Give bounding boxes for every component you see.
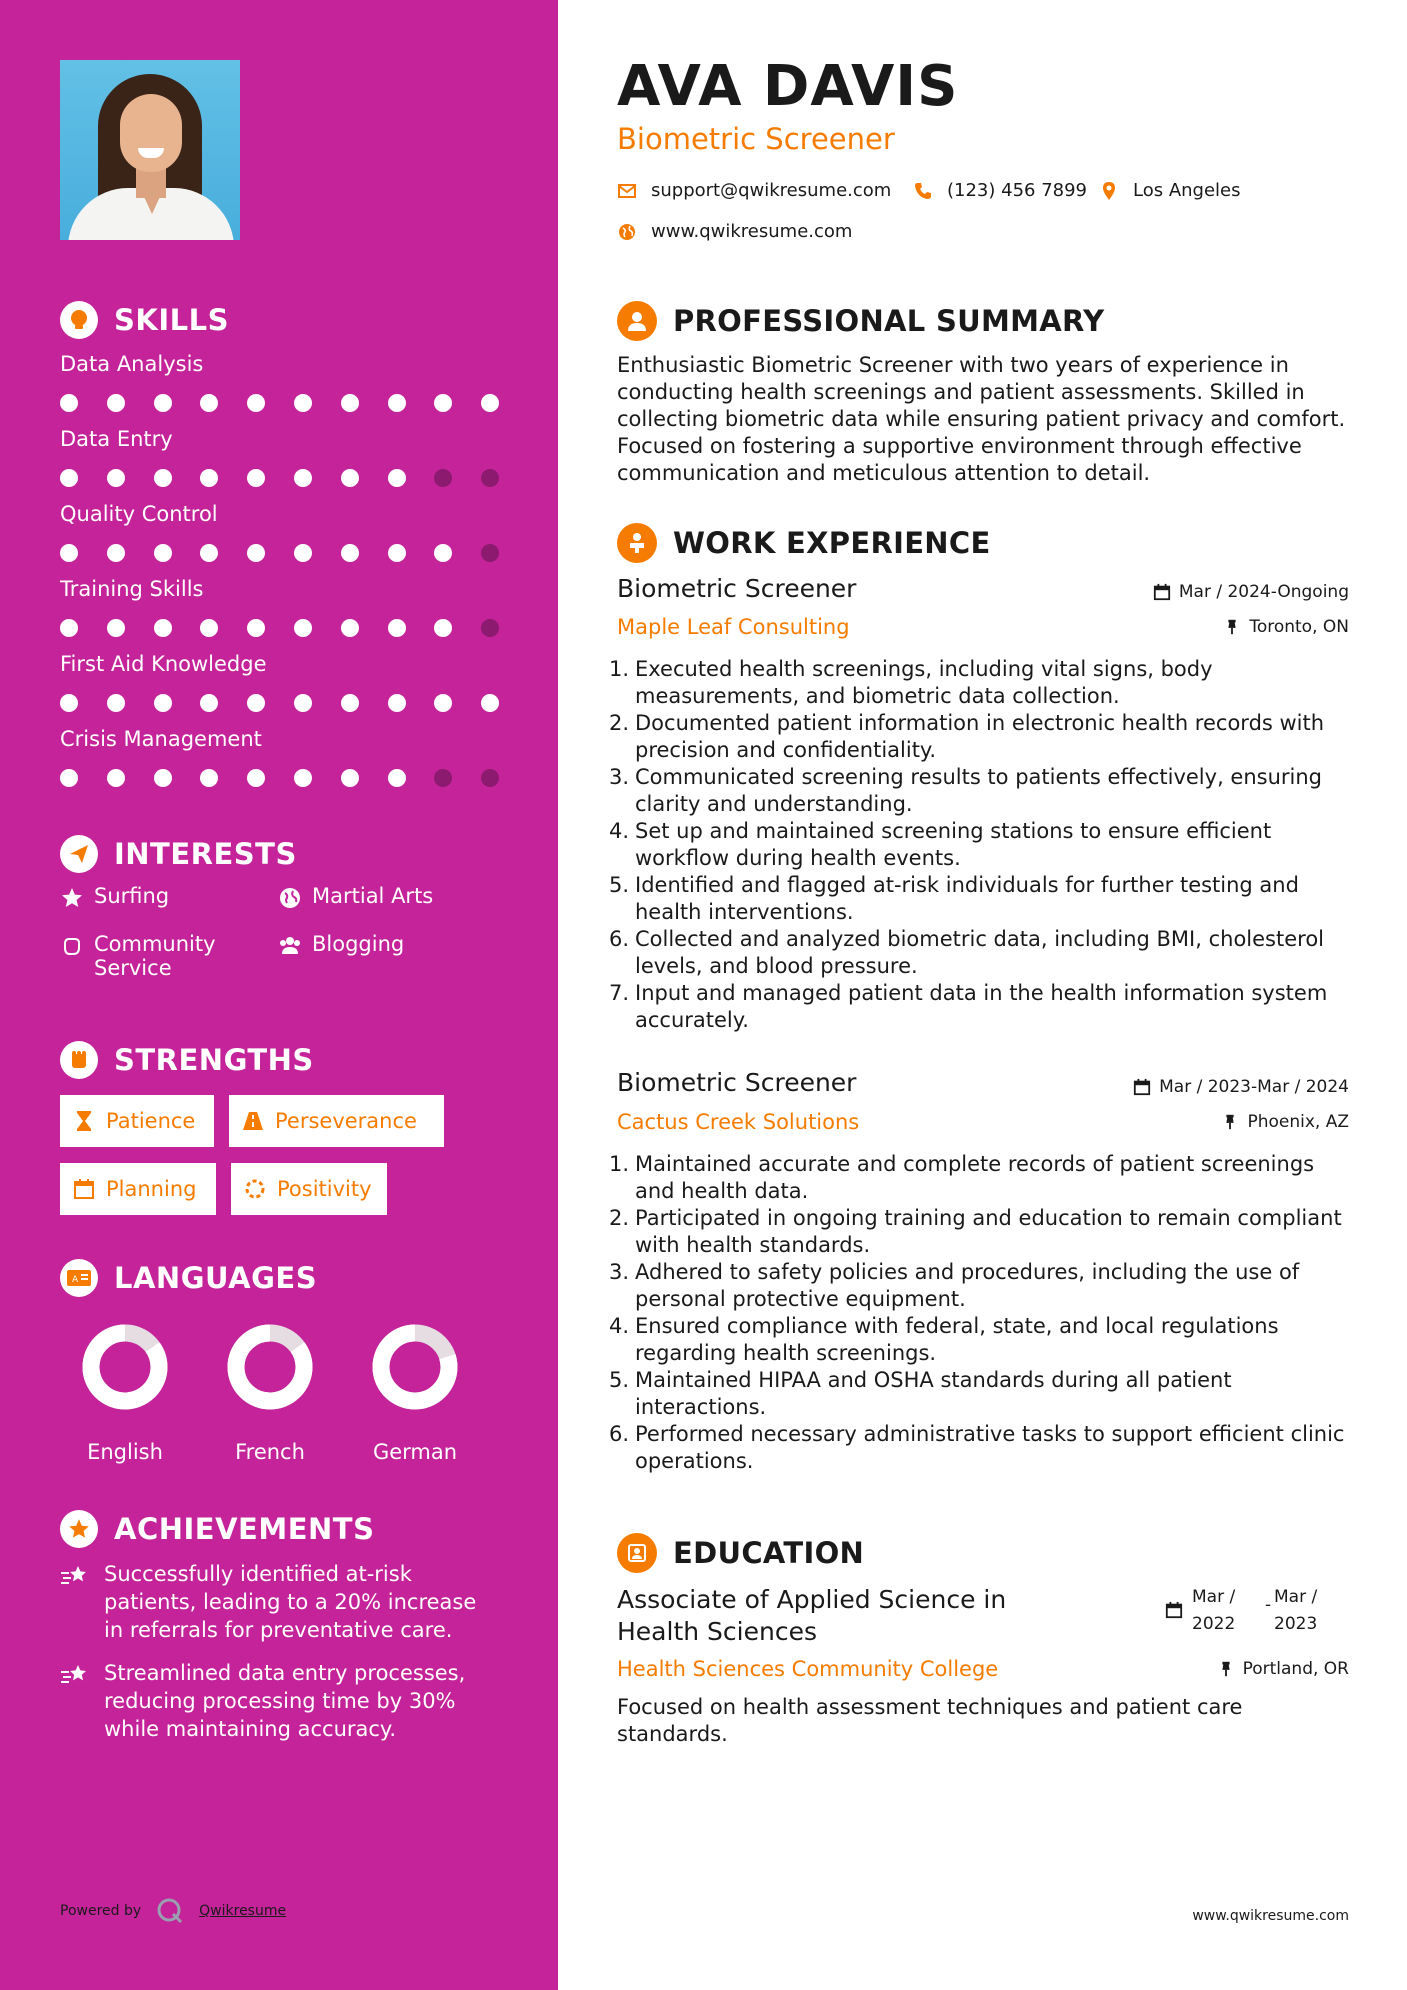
calendar-icon xyxy=(1153,583,1171,601)
skill-rating-dot xyxy=(294,694,312,712)
strength-badge: Positivity xyxy=(231,1163,387,1215)
experience-heading: WORK EXPERIENCE xyxy=(617,521,991,565)
svg-text:A: A xyxy=(72,1275,79,1285)
interest-item: Blogging xyxy=(278,932,404,958)
skill-rating-dot xyxy=(107,469,125,487)
skill-rating-dot xyxy=(154,769,172,787)
skill-rating-dot xyxy=(434,394,452,412)
skill-rating-dot xyxy=(60,394,78,412)
skill-rating-dot xyxy=(200,694,218,712)
skill-rating-dot xyxy=(481,469,499,487)
education-date-separator: - xyxy=(1265,1595,1272,1615)
skill-rating-dot xyxy=(154,394,172,412)
skill-rating-dot xyxy=(434,694,452,712)
skill-rating-dot xyxy=(481,619,499,637)
skill-rating-dot xyxy=(247,619,265,637)
skill-rating-dot xyxy=(247,694,265,712)
job-location: Phoenix, AZ xyxy=(1221,1112,1349,1132)
languages-list xyxy=(60,1320,500,1470)
skill-rating-dot xyxy=(388,694,406,712)
skill-name: Data Entry xyxy=(60,427,173,451)
skill-rating-dot xyxy=(247,469,265,487)
language-ring xyxy=(350,1320,480,1414)
skill-rating-dot xyxy=(341,769,359,787)
sidebar xyxy=(0,0,558,1990)
job-dates: Mar / 2024-Ongoing xyxy=(1153,582,1349,602)
skill-rating-dot xyxy=(481,394,499,412)
skill-name: Data Analysis xyxy=(60,352,204,376)
job-bullet: 7. Input and managed patient data in the health information system accurately. xyxy=(609,981,1328,1032)
skill-rating-dot xyxy=(388,394,406,412)
spinner-icon xyxy=(243,1177,267,1201)
skill-rating-dot xyxy=(200,619,218,637)
skill-rating-dot xyxy=(388,544,406,562)
skill-rating-dot xyxy=(200,394,218,412)
paper-plane-icon xyxy=(60,835,98,873)
interest-item: Surfing xyxy=(60,884,169,910)
skill-rating-dot xyxy=(247,394,265,412)
pushpin-icon xyxy=(1221,1113,1239,1131)
person-icon xyxy=(617,301,657,341)
skill-name: Quality Control xyxy=(60,502,218,526)
job-location: Toronto, ON xyxy=(1223,617,1349,637)
skill-rating-dot xyxy=(60,769,78,787)
skill-rating-dot xyxy=(434,544,452,562)
education-end-date: Mar / 2023 xyxy=(1274,1587,1318,1634)
road-icon xyxy=(241,1109,265,1133)
job-bullet: 1. Executed health screenings, including vital signs, body measurements, and biometric data collection. xyxy=(609,657,1213,708)
skill-rating-dot xyxy=(154,469,172,487)
skill-rating-dot xyxy=(107,394,125,412)
summary-heading: PROFESSIONAL SUMMARY xyxy=(617,299,1104,343)
skill-rating-dot xyxy=(481,544,499,562)
skill-rating-dot xyxy=(154,694,172,712)
contact-website[interactable]: www.qwikresume.com xyxy=(617,221,852,242)
languages-section xyxy=(60,1256,500,1300)
qwikresume-link[interactable]: Qwikresume xyxy=(199,1903,287,1919)
skill-name: Training Skills xyxy=(60,577,204,601)
skill-rating-dot xyxy=(60,469,78,487)
language-item: English xyxy=(60,1320,190,1464)
phone-icon xyxy=(913,181,933,201)
skill-item xyxy=(60,502,500,532)
skill-name: Crisis Management xyxy=(60,727,262,751)
graduate-icon xyxy=(617,1533,657,1573)
hand-icon xyxy=(60,934,84,958)
education-location: Portland, OR xyxy=(1217,1659,1349,1679)
summary-text: Enthusiastic Biometric Screener with two years of experience in conducting health screenings and patient assessments. Skilled in collecting biometric data while ensuring patient privacy and comfort. Focused on fostering a supportive environment through effective communication and meticulous attention to detail. xyxy=(617,353,1346,485)
strengths-section xyxy=(60,1038,500,1082)
calendar-icon xyxy=(1165,1601,1183,1619)
skill-rating-dot xyxy=(60,544,78,562)
map-pin-icon xyxy=(1099,181,1119,201)
globe-icon xyxy=(278,886,302,910)
skill-rating-dot xyxy=(294,619,312,637)
job-bullet: 5. Maintained HIPAA and OSHA standards during all patient interactions. xyxy=(609,1368,1232,1419)
job-bullet: 4. Ensured compliance with federal, state, and local regulations regarding health screenings. xyxy=(609,1314,1279,1365)
job-bullet: 1. Maintained accurate and complete records of patient screenings and health data. xyxy=(609,1152,1315,1203)
skill-rating-dot xyxy=(107,769,125,787)
qwikresume-logo-icon xyxy=(155,1896,185,1926)
skill-rating-dot xyxy=(200,469,218,487)
strength-badge: Patience xyxy=(60,1095,214,1147)
skill-rating-dot xyxy=(200,544,218,562)
job-bullet-list xyxy=(609,1151,1357,1475)
company-name: Maple Leaf Consulting xyxy=(617,615,850,639)
star-icon xyxy=(60,886,84,910)
job-title: Biometric Screener xyxy=(617,1068,857,1097)
contact-phone[interactable]: (123) 456 7899 xyxy=(913,180,1087,201)
skill-rating xyxy=(60,469,500,489)
job-bullet: 5. Identified and flagged at-risk individuals for further testing and health interventions. xyxy=(609,873,1299,924)
education-description: Focused on health assessment techniques and patient care standards. xyxy=(617,1695,1243,1746)
skill-rating-dot xyxy=(341,394,359,412)
calendar-icon xyxy=(1133,1078,1151,1096)
language-item: German xyxy=(350,1320,480,1464)
job-bullet-list xyxy=(609,656,1357,1034)
skill-rating-dot xyxy=(247,769,265,787)
podium-icon xyxy=(617,523,657,563)
skill-rating-dot xyxy=(107,694,125,712)
strength-badge: Perseverance xyxy=(229,1095,444,1147)
skill-rating-dot xyxy=(434,619,452,637)
interests-heading: INTERESTS xyxy=(60,832,500,876)
skill-item xyxy=(60,577,500,607)
skill-rating-dot xyxy=(294,544,312,562)
skill-rating-dot xyxy=(388,619,406,637)
skill-rating xyxy=(60,619,500,639)
job-bullet: 2. Documented patient information in electronic health records with precision and confidentiality. xyxy=(609,711,1325,762)
skill-rating-dot xyxy=(247,544,265,562)
skill-item xyxy=(60,727,500,757)
skill-rating-dot xyxy=(341,544,359,562)
skill-rating-dot xyxy=(60,694,78,712)
skill-rating xyxy=(60,769,500,789)
skill-rating-dot xyxy=(294,769,312,787)
achievements-section xyxy=(60,1507,500,1551)
skill-rating-dot xyxy=(60,619,78,637)
trophy-star-icon xyxy=(60,1510,98,1548)
profile-photo xyxy=(60,60,240,240)
skill-rating xyxy=(60,544,500,564)
skill-rating xyxy=(60,394,500,414)
skill-rating-dot xyxy=(294,469,312,487)
pushpin-icon xyxy=(1223,618,1241,636)
interests-section xyxy=(60,832,500,876)
job-bullet: 4. Set up and maintained screening stations to ensure efficient workflow during health events. xyxy=(609,819,1272,870)
skills-section xyxy=(60,298,500,342)
skill-rating xyxy=(60,694,500,714)
skills-list xyxy=(60,352,500,792)
skills-heading: SKILLS xyxy=(60,298,500,342)
job-bullet: 2. Participated in ongoing training and education to remain compliant with health standards. xyxy=(609,1206,1342,1257)
fist-icon xyxy=(60,1041,98,1079)
skill-rating-dot xyxy=(294,394,312,412)
job-dates: Mar / 2023-Mar / 2024 xyxy=(1133,1077,1349,1097)
skill-rating-dot xyxy=(481,694,499,712)
pushpin-icon xyxy=(1217,1660,1235,1678)
degree-title: Associate of Applied Science in Health Sciences xyxy=(617,1585,1007,1646)
skill-rating-dot xyxy=(388,769,406,787)
lightbulb-icon xyxy=(60,301,98,339)
strength-badge: Planning xyxy=(60,1163,216,1215)
job-bullet: 3. Adhered to safety policies and procedures, including the use of personal protective equipment. xyxy=(609,1260,1300,1311)
skill-rating-dot xyxy=(434,769,452,787)
hourglass-icon xyxy=(72,1109,96,1133)
skill-item xyxy=(60,652,500,682)
achievements-heading: ACHIEVEMENTS xyxy=(60,1507,500,1551)
candidate-title: Biometric Screener xyxy=(617,122,895,156)
languages-heading: A LANGUAGES xyxy=(60,1256,500,1300)
skill-rating-dot xyxy=(481,769,499,787)
achievement-item: Successfully identified at-risk patients, leading to a 20% increase in referrals for preventative care. xyxy=(60,1560,500,1644)
contact-location: Los Angeles xyxy=(1099,180,1241,201)
skill-rating-dot xyxy=(434,469,452,487)
skill-item xyxy=(60,427,500,457)
education-heading: EDUCATION xyxy=(617,1531,864,1575)
skill-rating-dot xyxy=(200,769,218,787)
interest-item: Martial Arts xyxy=(278,884,433,910)
job-title: Biometric Screener xyxy=(617,574,857,603)
skill-rating-dot xyxy=(154,544,172,562)
skill-rating-dot xyxy=(341,469,359,487)
skill-rating-dot xyxy=(341,619,359,637)
job-bullet: 6. Collected and analyzed biometric data, including BMI, cholesterol levels, and blood pressure. xyxy=(609,927,1325,978)
globe-icon xyxy=(617,222,637,242)
powered-by: Powered by Qwikresume xyxy=(60,1896,286,1926)
shooting-star-icon xyxy=(60,1562,90,1590)
school-name: Health Sciences Community College xyxy=(617,1657,999,1681)
job-bullet: 3. Communicated screening results to patients effectively, ensuring clarity and understanding. xyxy=(609,765,1323,816)
achievement-item: Streamlined data entry processes, reducing processing time by 30% while maintaining accuracy. xyxy=(60,1659,500,1743)
language-ring xyxy=(205,1320,335,1414)
language-ring xyxy=(60,1320,190,1414)
skill-rating-dot xyxy=(341,694,359,712)
contact-email[interactable]: support@qwikresume.com xyxy=(617,180,891,201)
envelope-icon xyxy=(617,181,637,201)
job-bullet: 6. Performed necessary administrative tasks to support efficient clinic operations. xyxy=(609,1422,1345,1473)
interests-list xyxy=(60,882,500,1002)
skill-rating-dot xyxy=(154,619,172,637)
skill-name: First Aid Knowledge xyxy=(60,652,267,676)
skill-rating-dot xyxy=(107,619,125,637)
candidate-name: AVA DAVIS xyxy=(617,54,959,119)
skill-item xyxy=(60,352,500,382)
strengths-heading: STRENGTHS xyxy=(60,1038,500,1082)
interest-item: Community Service xyxy=(60,932,250,980)
education-start-date: Mar / 2022 xyxy=(1192,1587,1236,1634)
skill-rating-dot xyxy=(107,544,125,562)
skill-rating-dot xyxy=(388,469,406,487)
language-icon xyxy=(60,1259,98,1297)
calendar-icon xyxy=(72,1177,96,1201)
company-name: Cactus Creek Solutions xyxy=(617,1110,860,1134)
footer-website-link[interactable]: www.qwikresume.com xyxy=(1192,1908,1349,1924)
shooting-star-icon xyxy=(60,1661,90,1689)
users-icon xyxy=(278,934,302,958)
language-item: French xyxy=(205,1320,335,1464)
